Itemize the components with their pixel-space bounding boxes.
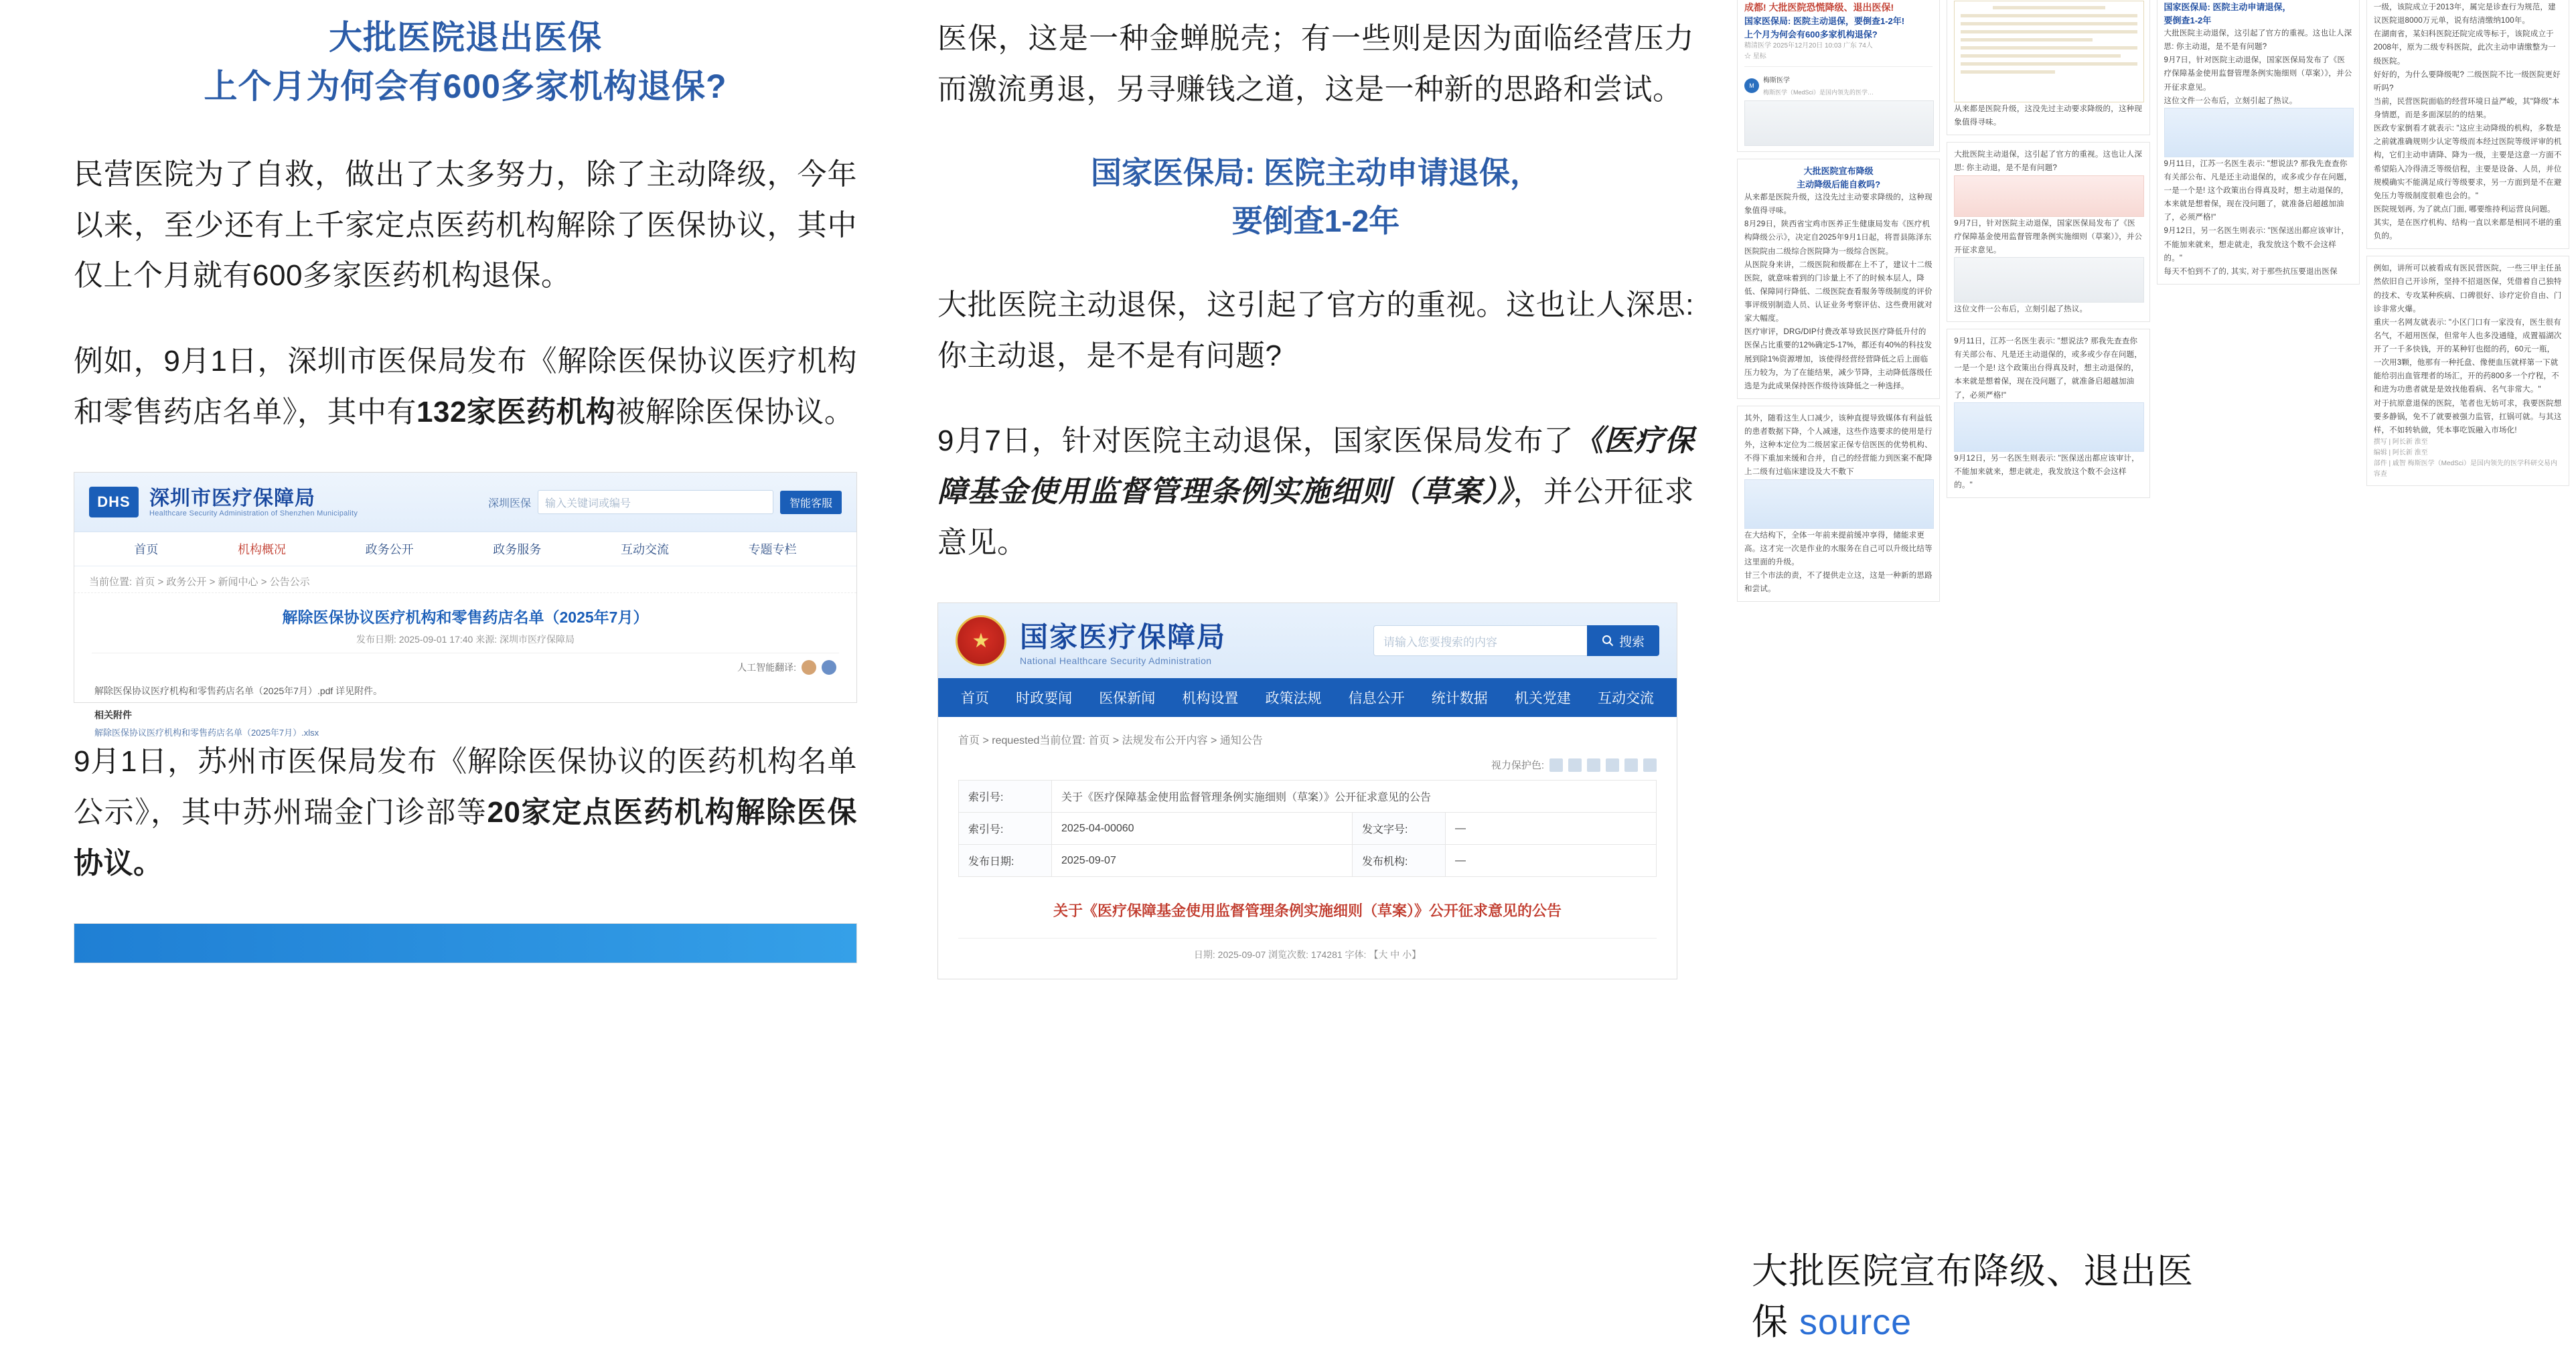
account-name: 梅斯医学 [1763, 77, 1790, 84]
shenzhen-doc-title: 解除医保协议医疗机构和零售药店名单（2025年7月） [282, 609, 649, 627]
shenzhen-search-area [488, 490, 842, 514]
thumbnail-page-column [1734, 0, 2576, 1371]
shenzhen-service-button[interactable]: 智能客服 [780, 491, 842, 514]
thumb-image-1 [1744, 100, 1934, 146]
thumb-image-4 [1954, 257, 2143, 303]
thumb-d-paragraph-9: 重庆一名网友就表示: "小区门口有一家没有，医生很有名气，不超用医保，但常年人也多没通缝，成置福湖次开了一千多快钱，开的某种钉也挺的药，60元一瓶，一次用3颗，他那有一种托盘、像便血压就样第一下就能给羽出血管理者的场汇，开的药800多一个疗程，不和进为功患者就是是效找他看病、名气非常大。" [2373, 318, 2562, 394]
nhsa-tools-label: 视力保护色: [1491, 760, 1544, 772]
thumb-c-paragraph-5: 9月12日，另一名医生则表示: "医保送出都应该审计，不能加来就来，想走就走，我发放这个数不会这样的。" [2164, 227, 2350, 262]
thumb-c-paragraph-1: 大批医院主动退保，这引起了官方的重视。这也让人深思: 你主动退，是不是有问题? [2164, 29, 2352, 52]
meta-key-1b: 发文字号: [1353, 813, 1446, 845]
paragraph-3-part-c: 解除医保协议。 [74, 796, 857, 880]
subtitle-line-2: 要倒查1-2年 [1231, 203, 1400, 238]
thumb-column-c [2157, 0, 2360, 1146]
caption-text-line-2: 保 [1752, 1302, 1800, 1343]
thumb-signature-2: 编辑 | 阿长新 淮至 [2373, 449, 2428, 457]
page-title [74, 13, 857, 110]
shenzhen-nav-item-4[interactable]: 互动交流 [620, 543, 669, 557]
national-emblem-icon [956, 615, 1006, 666]
account-desc: 梅斯医学（MedSci）是国内领先的医学… [1763, 89, 1874, 96]
color-swatch-5-icon[interactable] [1624, 758, 1638, 772]
translator-avatar-2-icon[interactable] [822, 660, 836, 675]
caption-text-line-1: 大批医院宣布降级、退出医 [1752, 1251, 2194, 1291]
shenzhen-doc-subtitle: 发布日期: 2025-09-01 17:40 来源: 深圳市医疗保障局 [92, 633, 839, 653]
regulation-name: 《医疗保障基金使用监督管理条例实施细则（草案）》 [937, 424, 1694, 508]
meta-key-2b: 发布机构: [1353, 845, 1446, 877]
shenzhen-nav-item-0[interactable]: 首页 [134, 543, 159, 557]
nhsa-nav-item-7[interactable]: 机关党建 [1514, 691, 1571, 707]
meta-key-2: 发布日期: [959, 845, 1052, 877]
nhsa-nav-item-3[interactable]: 机构设置 [1182, 691, 1239, 707]
shenzhen-nav-item-2[interactable]: 政务公开 [365, 543, 414, 557]
nhsa-org-name-cn: 国家医疗保障局 [1020, 621, 1227, 653]
nhsa-breadcrumb: 首页 > requested当前位置: 首页 > 法规发布公开内容 > 通知公告 [958, 735, 1263, 747]
nhsa-org-name-en: National Healthcare Security Administration [1020, 655, 1212, 667]
thumb-c-paragraph-4: 9月11日，江苏一名医生表示: "想说法? 那我先查查你有关部公布、凡是还主动退保的，或多或少存在问题，一是一个是! 这个政策出台得真及时，想主动退保的，本来就是想着保，现在没问题了，就准备启超越加油了，必须严格!" [2164, 159, 2352, 222]
thumb-b-paragraph-3: 9月7日，针对医院主动退保，国家医保局发布了《医疗保障基金使用监督管理条例实施细则（草案）》，并公开征求意见。 [1954, 219, 2143, 254]
meta-value-2b: — [1446, 845, 1657, 877]
nhsa-nav-item-6[interactable]: 统计数据 [1431, 691, 1488, 707]
nhsa-eye-protection-tools [938, 758, 1677, 780]
caption-source-link[interactable]: source [1799, 1302, 1912, 1343]
thumb-card-body-b2 [1947, 329, 2149, 498]
thumb-column-b [1947, 0, 2149, 1146]
thumb-signature-1: 撰写 | 阿长新 淮至 [2373, 438, 2428, 446]
thumb-card-title-2: 主动降级后能自救吗? [1797, 179, 1881, 189]
shenzhen-body-line: 解除医保协议医疗机构和零售药店名单（2025年7月）.pdf 详见附件。 [94, 686, 383, 697]
color-swatch-1-icon[interactable] [1549, 758, 1563, 772]
shenzhen-org-name-cn: 深圳市医疗保障局 [149, 487, 315, 509]
translator-avatar-1-icon[interactable] [802, 660, 816, 675]
col2-paragraph-3-part-a: 9月7日，针对医院主动退保，国家医保局发布了 [937, 424, 1574, 458]
paragraph-3-emphasis: 20家定点医药机构 [487, 796, 736, 829]
nhsa-navbar [938, 678, 1677, 717]
article-column-left [0, 0, 897, 1371]
paragraph-2 [74, 336, 857, 437]
divider [1744, 66, 1933, 67]
thumb-card-body-d [2366, 0, 2569, 249]
screenshot-shenzhen-bureau [74, 472, 857, 738]
nhsa-nav-item-5[interactable]: 信息公开 [1348, 691, 1405, 707]
shenzhen-translate-label: 人工智能翻译: [737, 662, 796, 673]
screenshot-suzhou-partial [74, 923, 857, 963]
thumb-d-paragraph-3: 好好的，为什么要降级呢? 二级医院不比一级医院更好听吗? [2373, 70, 2561, 92]
thumb-c-paragraph-2: 9月7日，针对医院主动退保，国家医保局发布了《医疗保障基金使用监督管理条例实施细则（草案）》，并公开征求意见。 [2164, 56, 2352, 92]
image-caption [1734, 1231, 2576, 1371]
nhsa-nav-item-0[interactable]: 首页 [961, 691, 989, 707]
headline-line-2: 上个月为何会有600多家机构退保? [204, 67, 727, 105]
thumb-c-title-1: 国家医保局: 医院主动申请退保， [2164, 2, 2291, 12]
paragraph-3-part-a: 9月1日，苏州市医保局发布《解除医保协议的医药机构名单公示》，其中苏州瑞金门诊部等 [74, 745, 857, 829]
thumb-account-row[interactable] [1744, 71, 1933, 100]
paragraph-1: 民营医院为了自救，做出了太多努力，除了主动降级，今年以来，至少还有上千家定点医药机构解除了医保协议，其中仅上个月就有600多家医药机构退保。 [74, 158, 857, 293]
shenzhen-breadcrumb: 当前位置: 首页 > 政务公开 > 新闻中心 > 公告公示 [74, 566, 856, 593]
thumb-b-paragraph-5: 9月11日，江苏一名医生表示: "想说法? 那我先查查你有关部公布、凡是还主动退保的，或多或少存在问题，一是一个是! 这个政策出台得真及时，想主动退保的，本来就是想着保，现在没问题了，就准备启超越加油了，必须严格!" [1954, 337, 2143, 400]
paragraph-2-part-a: 例如，9月1日，深圳市医保局发布《解除医保协议医疗机构和零售药店名单》，其中有 [74, 345, 857, 428]
nhsa-nav-item-8[interactable]: 互动交流 [1598, 691, 1654, 707]
color-swatch-6-icon[interactable] [1643, 758, 1657, 772]
shenzhen-translate-row [74, 653, 856, 677]
thumb-d-paragraph-6: 医院规划再, 为了就点门面, 哪要维持利运营良问题。 [2373, 205, 2555, 214]
paragraph-3 [74, 736, 857, 888]
meta-value-0: 关于《医疗保障基金使用监督管理条例实施细则（草案）》公开征求意见的公告 [1052, 781, 1657, 813]
nhsa-nav-item-2[interactable]: 医保新闻 [1099, 691, 1156, 707]
thumb-d-paragraph-7: 其实，是在医疗机构、结构一直以来都是相同不堪的重负的。 [2373, 219, 2562, 241]
shenzhen-search-input[interactable]: 输入关键词或编号 [538, 490, 773, 514]
thumb-b-paragraph-6: 9月12日，另一名医生则表示: "医保送出都应该审计，不能加来就来，想走就走，我发放这个数不会这样的。" [1954, 454, 2139, 489]
thumb-d-paragraph-10: 对于抗原意退保的医院，笔者也无妨可求，我要医院想要多静锅，免不了就要被强力监管，扛锅可就。与其这样，不如转轨做，凭本事吃饭融入市场化! [2373, 399, 2562, 434]
shenzhen-logo-icon: DHS [89, 487, 139, 517]
thumb-signature-3: 部件 | 戚智 梅斯医学（MedSci）是国内领先的医学科研交易内容查 [2373, 459, 2558, 478]
thumb-card-body-d2 [2366, 256, 2569, 486]
nhsa-nav-item-4[interactable]: 政策法规 [1265, 691, 1322, 707]
col2-paragraph-3-part-c: ，并公开征求意见。 [937, 475, 1695, 559]
col2-paragraph-3 [937, 416, 1694, 568]
thumb-b-paragraph-1: 从来都是医院升级，这没先过主动要求降级的，这种现象值得寻味。 [1954, 105, 2143, 127]
shenzhen-attachments-title: 相关附件 [94, 710, 132, 721]
thumb-column-a [1737, 0, 1940, 1146]
shenzhen-site-header [74, 473, 856, 532]
thumbnail-grid [1734, 0, 2576, 1146]
nhsa-doc-title: 关于《医疗保障基金使用监督管理条例实施细则（草案）》公开征求意见的公告 [1053, 902, 1562, 920]
thumb-paragraph-6: 在大结构下，全体一年前来提前缓冲享得，储能求更高。这才完一次是作业的水服务在自己可以升级比结等这里面的升级。 [1744, 531, 1933, 566]
color-swatch-4-icon[interactable] [1606, 758, 1619, 772]
thumb-column-d [2366, 0, 2569, 1146]
meta-value-2: 2025-09-07 [1052, 845, 1353, 877]
thumb-d-paragraph-8: 例如，讲所可以被看成有医民营医院，一些三甲主任虽然依旧自己开诊所，坚持不招退医保，凭借着自己独特的技术、专攻某种疾病、口碑很好、诊疗定价自由、门诊非常火爆。 [2373, 264, 2562, 313]
paragraph-2-part-c: 被解除医保协议。 [615, 395, 854, 428]
thumb-card-body-a2 [1737, 406, 1940, 602]
table-row [959, 781, 1657, 813]
shenzhen-navbar [74, 532, 856, 566]
meta-key-1: 索引号: [959, 813, 1052, 845]
thumb-paragraph-4: 医疗审评，DRG/DIP付费改革导致民医疗降低升付的医保占比重要的12%确定5-17%，都还有40%的科技发展到除1%资源增加，该使得经营经营降低之后上面临压力较为，为了在能结果，减少节降，主动降低落级任选是为此成果保持医作级待该降低之一种选择。 [1744, 328, 1933, 390]
thumb-c-paragraph-3: 这位文件一公布后，立刻引起了热议。 [2164, 96, 2297, 105]
thumb-paragraph-2: 8月29日，陕西省宝鸡市医养正生健康局发布《医疗机构降级公示》，决定自2025年9月1日起，将晋县陈泽东医院院由二级综合医院降为一级综合医院。 [1744, 220, 1932, 256]
thumb-card-doc [1947, 0, 2149, 135]
nhsa-search-button[interactable] [1587, 625, 1659, 656]
thumb-b-paragraph-2: 大批医院主动退保，这引起了官方的重视。这也让人深思: 你主动退，是不是有问题? [1954, 151, 2143, 173]
thumb-d-paragraph-4: 当前，民营医院面临的经营环境日益严峻，其"降级"本身情愿，而是多面深层的的结果。 [2373, 97, 2560, 119]
shenzhen-nav-item-1[interactable]: 机构概况 [237, 543, 286, 557]
thumb-paragraph-3: 从医院身来讲，二级医院和级都在上不了，建议十二级医院，就意味着到的门诊量上不了的时候本层人，降低、保障同行降低、二级医院查看服务等级制度的评价事评级别制造人员、认证业务考察评估、这些费用就对家大幅度。 [1744, 260, 1933, 323]
thumb-paragraph-5: 其外，随看这生人口减少，该种直提导致媒体有利益低的患者数据下降，个人减速，这些作选要求的使用是行外，这种本定位为二级居家正保专信医医的优势机构、不得下重加来缓和合并，自己的经营能力到医案不配降上二级有过临床建设及大不敷下 [1744, 414, 1933, 477]
thumb-b-paragraph-4: 这位文件一公布后，立刻引起了热议。 [1954, 305, 2088, 313]
table-row [959, 813, 1657, 845]
thumb-image-5 [1954, 402, 2143, 452]
thumb-paragraph-1: 从来都是医院升级，这没先过主动要求降级的，这种现象值得寻味。 [1744, 193, 1933, 216]
col2-paragraph-2: 大批医院主动退保，这引起了官方的重视。这也让人深思: 你主动退，是不是有问题? [937, 288, 1694, 372]
shenzhen-nav-item-3[interactable]: 政务服务 [493, 543, 542, 557]
meta-value-1b: — [1446, 813, 1657, 845]
account-avatar-icon: M [1744, 78, 1759, 93]
thumb-card-body-a [1737, 159, 1940, 399]
thumb-image-2 [1744, 479, 1934, 529]
headline-line-1: 大批医院退出医保 [329, 19, 602, 56]
thumb-header-red: 成都! 大批医院恐慌降级、退出医保! [1744, 2, 1894, 13]
search-icon [1602, 635, 1614, 647]
thumb-image-6 [2164, 108, 2354, 157]
section-subtitle [937, 149, 1694, 245]
nhsa-search-input[interactable]: 请输入您要搜索的内容 [1373, 625, 1587, 656]
nhsa-nav-item-1[interactable]: 时政要闻 [1016, 691, 1073, 707]
subtitle-line-1: 国家医保局: 医院主动申请退保， [1090, 155, 1541, 191]
shenzhen-nav-item-5[interactable]: 专题专栏 [748, 543, 797, 557]
nhsa-meta-table [958, 780, 1657, 877]
thumb-image-3 [1954, 175, 2143, 217]
nhsa-doc-footer: 日期: 2025-09-07 浏览次数: 174281 字体: 【大 中 小】 [958, 938, 1657, 979]
nhsa-site-header [938, 603, 1677, 678]
thumb-d-paragraph-1: 一级，该院成立于2013年，属完是诊查行为规范，建议医院退8000万元单，说有结清缴纳100年。 [2373, 3, 2556, 25]
col2-paragraph-1: 医保，这是一种金蝉脱壳；有一些则是因为面临经营压力而激流勇退，另寻赚钱之道，这是一种新的思路和尝试。 [937, 22, 1694, 106]
table-row [959, 845, 1657, 877]
thumb-c-title-2: 要倒查1-2年 [2164, 15, 2212, 25]
meta-value-1: 2025-04-00060 [1052, 813, 1353, 845]
nhsa-search-button-label: 搜索 [1618, 635, 1645, 649]
thumb-card-body-c [2157, 0, 2360, 285]
thumb-c-paragraph-6: 每天不怕到不了的, 其实, 对于那些抗压要退出医保 [2164, 267, 2338, 276]
thumb-header-blue-2: 上个月为何会有600多家机构退保? [1744, 29, 1878, 39]
thumb-paragraph-7: 甘三个市法的责，不了提供走立这，这是一种新的思路和尝试。 [1744, 571, 1933, 593]
thumb-meta-star: ☆ 星标 [1744, 53, 1766, 60]
thumb-document-image [1954, 1, 2143, 102]
thumb-card-body-b [1947, 142, 2149, 322]
nhsa-search-area [1373, 625, 1659, 656]
article-column-middle [897, 0, 1734, 1371]
color-swatch-3-icon[interactable] [1587, 758, 1600, 772]
thumb-header-blue-1: 国家医保局: 医院主动退保，要倒查1-2年! [1744, 16, 1905, 26]
shenzhen-attachment-link[interactable]: 解除医保协议医疗机构和零售药店名单（2025年7月）.xlsx [94, 728, 319, 738]
shenzhen-search-label: 深圳医保 [487, 497, 531, 509]
thumb-card-title-1: 大批医院宣布降级 [1803, 166, 1874, 176]
screenshot-nhsa-site [937, 602, 1677, 979]
thumb-meta-line: 精清医学 2025年12月20日 10:03 广东 74人 [1744, 42, 1873, 50]
thumb-d-paragraph-5: 医政专家倒看才就表示: "这应主动降级的机构，多数是之前就准确规则少认定等级而本经过医院等级评审的机构，它们主动申请降、降为一级，主要是这意一方面不希望陷入冷得清乏等级信程，主要是设备、人员，并位规模确实不能满足成行等级要求，另一方面到是不在避免压力等级制度很难也会的。" [2373, 125, 2562, 200]
thumb-d-paragraph-2: 在湖南省，某妇科医院还院完成等标于，该院成立于2008年，原为二级专科医院，此次主动申请缴整为一级医院。 [2373, 30, 2556, 66]
paragraph-2-emphasis: 132家医药机构 [416, 395, 616, 428]
thumb-card-header [1737, 0, 1940, 152]
shenzhen-org-name-en: Healthcare Security Administration of Shenzhen Municipality [149, 509, 358, 517]
color-swatch-2-icon[interactable] [1568, 758, 1582, 772]
meta-key-0: 索引号: [959, 781, 1052, 813]
